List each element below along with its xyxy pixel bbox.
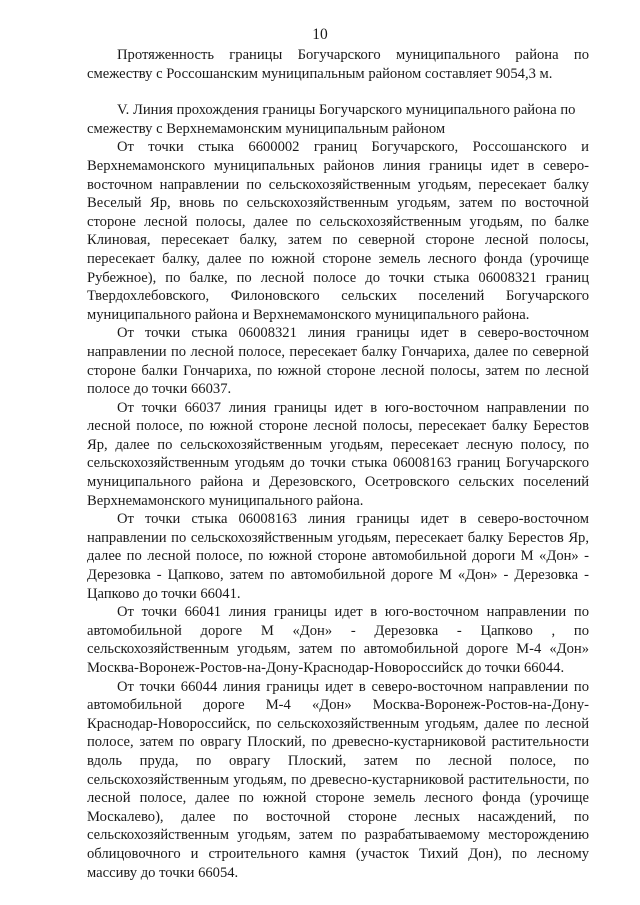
body-paragraph: От точки стыка 6600002 границ Богучарского, Россошанского и Верхнемамонского муниципальных районов линия границы идет в северо-восточном направлении по сельскохозяйственным угодьям, пересекает балку Веселый Яр, вновь по сельскохозяйственным угодьям, затем по восточной стороне лесной полосы, далее по сельскохозяйственным угодьям, по балке Клиновая, пересекает балку, затем по северной стороне лесной полосы, пересекает балку, далее по южной стороне земель лесного фонда (урочище Рубежное), по балке, по лесной полосе до точки стыка 06008321 границ Твердохлебовского, Филоновского сельских поселений Богучарского муниципального района и Верхнемамонского муниципального района. (87, 139, 589, 323)
document-body (87, 46, 589, 882)
body-paragraph: От точки стыка 06008321 линия границы идет в северо-восточном направлении по лесной полосе, пересекает балку Гончариха, далее по северной стороне балки Гончариха, по южной стороне лесной полосы, затем по лесной полосе до точки 66037. (87, 325, 589, 398)
page-number: 10 (312, 26, 328, 43)
intro-paragraph: Протяженность границы Богучарского муниципального района по смежеству с Россошанским муниципальным районом составляет 9054,3 м. (87, 47, 589, 82)
body-paragraph: От точки 66041 линия границы идет в юго-восточном направлении по автомобильной дороге М «Дон» - Дерезовка - Цапково , по сельскохозяйственным угодьям, затем по автомобильной дороге М-4 «Дон» Москва-Воронеж-Ростов-на-Дону-Краснодар-Новороссийск до точки 66044. (87, 604, 589, 676)
body-paragraph: От точки 66044 линия границы идет в северо-восточном направлении по автомобильной дороге М-4 «Дон» Москва-Воронеж-Ростов-на-Дону-Краснодар-Новороссийск, по сельскохозяйственным угодьям, далее по лесной полосе, затем по оврагу Плоский, по древесно-кустарниковой растительности вдоль пруда, по оврагу Плоский, затем по лесной полосе, по сельскохозяйственным угодьям, по древесно-кустарниковой растительности, по лесной полосе, далее по южной стороне земель лесного фонда (урочище Москалево), далее по восточной стороне лесных насаждений, по сельскохозяйственным угодьям, затем по разрабатываемому месторождению облицовочного и строительного камня (участок Тихий Дон), по лесному массиву до точки 66054. (87, 678, 589, 881)
section-heading: V. Линия прохождения границы Богучарского муниципального района по смежеству с Верхнемамонским муниципальным районом (87, 102, 576, 137)
body-paragraph: От точки 66037 линия границы идет в юго-восточном направлении по лесной полосе, по южной стороне лесной полосы, пересекает балку Берестов Яр, далее по сельскохозяйственным угодьям, пересекает лесную полосу, по сельскохозяйственным угодьям до точки стыка 06008163 границ Богучарского муниципального района и Дерезовского, Осетровского сельских поселений Верхнемамонского муниципального района. (87, 399, 589, 509)
body-paragraph: От точки стыка 06008163 линия границы идет в северо-восточном направлении по сельскохозяйственным угодьям, пересекает балку Берестов Яр, далее по лесной полосе, по южной стороне автомобильной дороги М «Дон» - Дерезовка - Цапково, затем по автомобильной дороге М «Дон» - Дерезовка - Цапково до точки 66041. (87, 511, 589, 602)
